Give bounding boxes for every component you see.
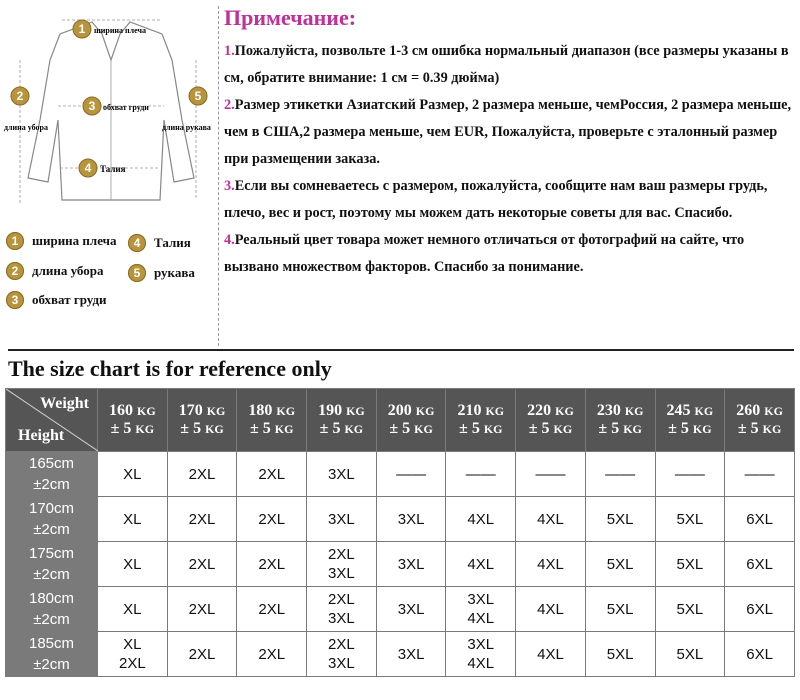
table-row <box>6 452 795 497</box>
note-item: 1.Пожалуйста, позвольте 1-3 см ошибка нормальный диапазон (все размеры указаны в см, обратите внимание: 1 см = 0.39 дюйма) <box>224 43 789 86</box>
legend-item-sleeve <box>128 264 195 282</box>
svg-text:1: 1 <box>78 22 86 36</box>
table-row <box>6 587 795 632</box>
size-cell: 4XL <box>446 497 516 542</box>
size-cell: 2XL 3XL <box>307 632 377 677</box>
size-cell: 3XL <box>376 542 446 587</box>
diagram-marker-5 <box>189 87 207 105</box>
size-cell: 6XL <box>725 542 795 587</box>
diagram-marker-1 <box>73 20 91 38</box>
weight-column-header: 220 KG ± 5 KG <box>516 389 586 452</box>
legend-item-length <box>6 262 104 280</box>
size-cell: 5XL <box>655 542 725 587</box>
size-cell: 3XL <box>376 587 446 632</box>
size-cell: 3XL <box>376 632 446 677</box>
weight-column-header: 160 KG ± 5 KG <box>98 389 168 452</box>
legend-number: 2 <box>6 262 24 280</box>
size-cell: —— <box>446 452 516 497</box>
note-item: 3.Если вы сомневаетесь с размером, пожалуйста, сообщите нам ваш размеры грудь, плечо, вес и рост, поэтому мы можем дать некоторые советы для вас. Спасибо. <box>224 178 768 221</box>
size-cell: 4XL <box>516 497 586 542</box>
size-cell: 2XL <box>167 632 237 677</box>
size-cell: 6XL <box>725 497 795 542</box>
size-cell: 2XL 3XL <box>307 587 377 632</box>
size-cell: 5XL <box>585 542 655 587</box>
svg-text:3: 3 <box>88 99 96 113</box>
size-cell: 2XL <box>167 497 237 542</box>
size-cell: XL <box>98 497 168 542</box>
svg-text:4: 4 <box>84 161 92 175</box>
size-cell: 3XL <box>307 452 377 497</box>
legend-number: 3 <box>6 291 24 309</box>
size-cell: —— <box>376 452 446 497</box>
section-divider <box>218 6 219 346</box>
table-row <box>6 632 795 677</box>
legend-item-shoulder <box>6 232 117 250</box>
table-row <box>6 542 795 587</box>
diagram-label-length: длина убора <box>4 123 48 132</box>
size-cell: —— <box>725 452 795 497</box>
size-cell: 4XL <box>516 542 586 587</box>
size-cell: 6XL <box>725 587 795 632</box>
size-cell: XL <box>98 587 168 632</box>
size-cell: 4XL <box>516 587 586 632</box>
size-chart-table <box>5 388 795 677</box>
size-cell: 2XL <box>237 632 307 677</box>
diagram-marker-4 <box>79 159 97 177</box>
size-cell: 5XL <box>585 587 655 632</box>
height-row-header: 165cm ±2cm <box>6 452 98 497</box>
legend-label: обхват груди <box>32 292 107 307</box>
diagram-label-waist: Талия <box>100 164 126 174</box>
weight-column-header: 170 KG ± 5 KG <box>167 389 237 452</box>
weight-column-header: 230 KG ± 5 KG <box>585 389 655 452</box>
size-cell: 3XL <box>376 497 446 542</box>
legend-number: 1 <box>6 232 24 250</box>
size-cell: —— <box>585 452 655 497</box>
table-row <box>6 497 795 542</box>
legend-item-waist <box>128 234 191 252</box>
size-cell: 3XL 4XL <box>446 587 516 632</box>
legend-number: 5 <box>128 264 146 282</box>
weight-column-header: 190 KG ± 5 KG <box>307 389 377 452</box>
measurement-legend <box>6 232 216 322</box>
legend-label: длина убора <box>32 263 104 278</box>
weight-column-header: 245 KG ± 5 KG <box>655 389 725 452</box>
diagram-label-sleeve: длина рукава <box>162 123 211 132</box>
size-cell: 5XL <box>655 497 725 542</box>
size-cell: 4XL <box>516 632 586 677</box>
size-chart-title: The size chart is for reference only <box>8 356 332 381</box>
size-cell: 3XL <box>307 497 377 542</box>
size-cell: 2XL <box>237 497 307 542</box>
size-cell: 2XL <box>237 587 307 632</box>
height-row-header: 175cm ±2cm <box>6 542 98 587</box>
size-cell: 5XL <box>655 587 725 632</box>
size-cell: 2XL <box>167 452 237 497</box>
size-cell: 6XL <box>725 632 795 677</box>
size-cell: 2XL <box>237 542 307 587</box>
size-cell: XL 2XL <box>98 632 168 677</box>
size-cell: 2XL <box>167 542 237 587</box>
svg-text:5: 5 <box>194 89 202 103</box>
height-row-header: 180cm ±2cm <box>6 587 98 632</box>
weight-column-header: 260 KG ± 5 KG <box>725 389 795 452</box>
section-rule <box>8 349 794 351</box>
size-cell: 5XL <box>655 632 725 677</box>
notes-title: Примечание: <box>224 5 357 30</box>
height-row-header: 185cm ±2cm <box>6 632 98 677</box>
legend-label: Талия <box>154 235 191 250</box>
size-cell: 2XL <box>167 587 237 632</box>
height-row-header: 170cm ±2cm <box>6 497 98 542</box>
size-cell: XL <box>98 452 168 497</box>
legend-item-chest <box>6 291 107 309</box>
diagram-label-shoulder: ширина плеча <box>94 26 146 35</box>
size-cell: 5XL <box>585 497 655 542</box>
table-header-row <box>6 389 795 452</box>
legend-number: 4 <box>128 234 146 252</box>
table-body <box>6 452 795 677</box>
diagram-marker-3 <box>83 97 101 115</box>
size-cell: 2XL 3XL <box>307 542 377 587</box>
diagram-label-chest: обхват груди <box>103 103 149 112</box>
diagram-marker-2 <box>11 87 29 105</box>
size-cell: —— <box>516 452 586 497</box>
note-item: 4.Реальный цвет товара может немного отличаться от фотографий на сайте, что вызвано множеством факторов. Спасибо за понимание. <box>224 232 745 275</box>
svg-text:2: 2 <box>16 89 24 103</box>
note-item: 2.Размер этикетки Азиатский Размер, 2 размера меньше, чемРоссия, 2 размера меньше, чем в США,2 размера меньше, чем EUR, Пожалуйста, проверьте с эталонный размер при размещении заказа. <box>224 97 792 167</box>
weight-column-header: 200 KG ± 5 KG <box>376 389 446 452</box>
height-axis-label: Height <box>18 427 65 444</box>
legend-label: ширина плеча <box>32 233 117 248</box>
size-cell: 2XL <box>237 452 307 497</box>
size-cell: —— <box>655 452 725 497</box>
jacket-measurement-diagram <box>0 0 215 215</box>
table-corner-cell <box>6 389 98 452</box>
weight-axis-label: Weight <box>40 395 89 412</box>
size-cell: 3XL 4XL <box>446 632 516 677</box>
legend-label: рукава <box>154 265 195 280</box>
size-cell: 5XL <box>585 632 655 677</box>
size-cell: XL <box>98 542 168 587</box>
weight-column-header: 180 KG ± 5 KG <box>237 389 307 452</box>
size-cell: 4XL <box>446 542 516 587</box>
weight-column-header: 210 KG ± 5 KG <box>446 389 516 452</box>
notes-panel <box>224 4 796 281</box>
